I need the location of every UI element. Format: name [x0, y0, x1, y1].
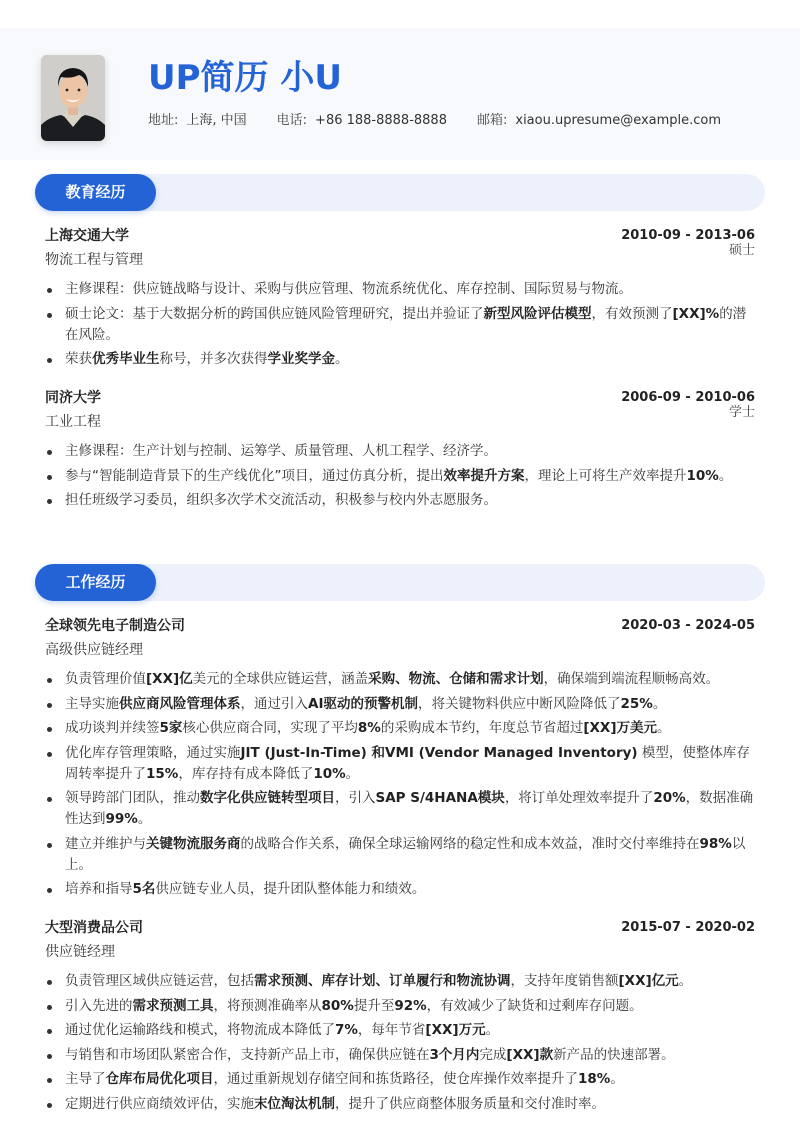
resume-header	[0, 28, 800, 160]
education-entry	[45, 225, 755, 374]
contact-email: 邮箱: xiaou.upresume@example.com	[476, 113, 722, 128]
bullet-item: 硕士论文：基于大数据分析的跨国供应链风险管理研究，提出并验证了新型风险评估模型，有效预测了[XX]%的潜在风险。	[45, 304, 755, 346]
job-role: 供应链经理	[45, 944, 115, 960]
bullet-item: 培养和指导5名供应链专业人员，提升团队整体能力和绩效。	[45, 879, 755, 900]
bullet-item: 负责管理区域供应链运营，包括需求预测、库存计划、订单履行和物流协调，支持年度销售额[XX]亿元。	[45, 971, 755, 992]
work-entry	[45, 615, 755, 904]
school-name: 同济大学	[45, 390, 101, 406]
company-name: 大型消费品公司	[45, 920, 143, 936]
degree: 学士	[728, 405, 755, 420]
major: 物流工程与管理	[45, 252, 143, 268]
entry-date: 2006-09 - 2010-06	[621, 390, 755, 405]
bullet-item: 主导了仓库布局优化项目，通过重新规划存储空间和拣货路径，使仓库操作效率提升了18%。	[45, 1069, 755, 1090]
school-name: 上海交通大学	[45, 228, 129, 244]
contact-address: 地址: 上海, 中国	[148, 113, 247, 128]
entry-date: 2010-09 - 2013-06	[621, 228, 755, 243]
company-name: 全球领先电子制造公司	[45, 618, 185, 634]
bullet-item: 建立并维护与关键物流服务商的战略合作关系，确保全球运输网络的稳定性和成本效益，准时交付率维持在98%以上。	[45, 834, 755, 876]
degree: 硕士	[728, 243, 755, 258]
avatar-photo	[41, 55, 105, 141]
bullet-item: 主修课程：供应链战略与设计、采购与供应管理、物流系统优化、库存控制、国际贸易与物流。	[45, 279, 755, 300]
bullet-list	[45, 279, 755, 370]
contact-info	[148, 112, 721, 130]
bullet-item: 主导实施供应商风险管理体系，通过引入AI驱动的预警机制，将关键物料供应中断风险降低了25%。	[45, 694, 755, 715]
education-entry	[45, 387, 755, 515]
bullet-item: 定期进行供应商绩效评估，实施末位淘汰机制，提升了供应商整体服务质量和交付准时率。	[45, 1094, 755, 1115]
bullet-item: 优化库存管理策略，通过实施JIT (Just-In-Time) 和VMI (Vendor Managed Inventory) 模型，使整体库存周转率提升了15%，库存持有成本降低了10%。	[45, 743, 755, 785]
bullet-item: 荣获优秀毕业生称号，并多次获得学业奖学金。	[45, 349, 755, 370]
bullet-list	[45, 669, 755, 900]
bullet-item: 担任班级学习委员，组织多次学术交流活动，积极参与校内外志愿服务。	[45, 490, 755, 511]
bullet-item: 参与“智能制造背景下的生产线优化”项目，通过仿真分析，提出效率提升方案，理论上可将生产效率提升10%。	[45, 466, 755, 487]
portrait-icon	[41, 55, 105, 141]
bullet-item: 成功谈判并续签5家核心供应商合同，实现了平均8%的采购成本节约，年度总节省超过[XX]万美元。	[45, 718, 755, 739]
job-role: 高级供应链经理	[45, 642, 143, 658]
bullet-item: 与销售和市场团队紧密合作，支持新产品上市，确保供应链在3个月内完成[XX]款新产品的快速部署。	[45, 1045, 755, 1066]
work-section-bar	[35, 564, 765, 601]
bullet-item: 领导跨部门团队，推动数字化供应链转型项目，引入SAP S/4HANA模块，将订单处理效率提升了20%，数据准确性达到99%。	[45, 788, 755, 830]
bullet-item: 主修课程：生产计划与控制、运筹学、质量管理、人机工程学、经济学。	[45, 441, 755, 462]
work-entry	[45, 917, 755, 1118]
bullet-item: 负责管理价值[XX]亿美元的全球供应链运营，涵盖采购、物流、仓储和需求计划，确保端到端流程顺畅高效。	[45, 669, 755, 690]
bullet-item: 引入先进的需求预测工具，将预测准确率从80%提升至92%，有效减少了缺货和过剩库存问题。	[45, 996, 755, 1017]
contact-phone: 电话: +86 188-8888-8888	[276, 113, 447, 128]
bullet-list	[45, 441, 755, 511]
entry-date: 2020-03 - 2024-05	[621, 618, 755, 633]
education-section-title: 教育经历	[35, 174, 156, 211]
candidate-name: UP简历 小U	[148, 58, 342, 98]
education-section-bar	[35, 174, 765, 211]
major: 工业工程	[45, 414, 101, 430]
entry-date: 2015-07 - 2020-02	[621, 920, 755, 935]
work-section-title: 工作经历	[35, 564, 156, 601]
bullet-item: 通过优化运输路线和模式，将物流成本降低了7%，每年节省[XX]万元。	[45, 1020, 755, 1041]
bullet-list	[45, 971, 755, 1115]
